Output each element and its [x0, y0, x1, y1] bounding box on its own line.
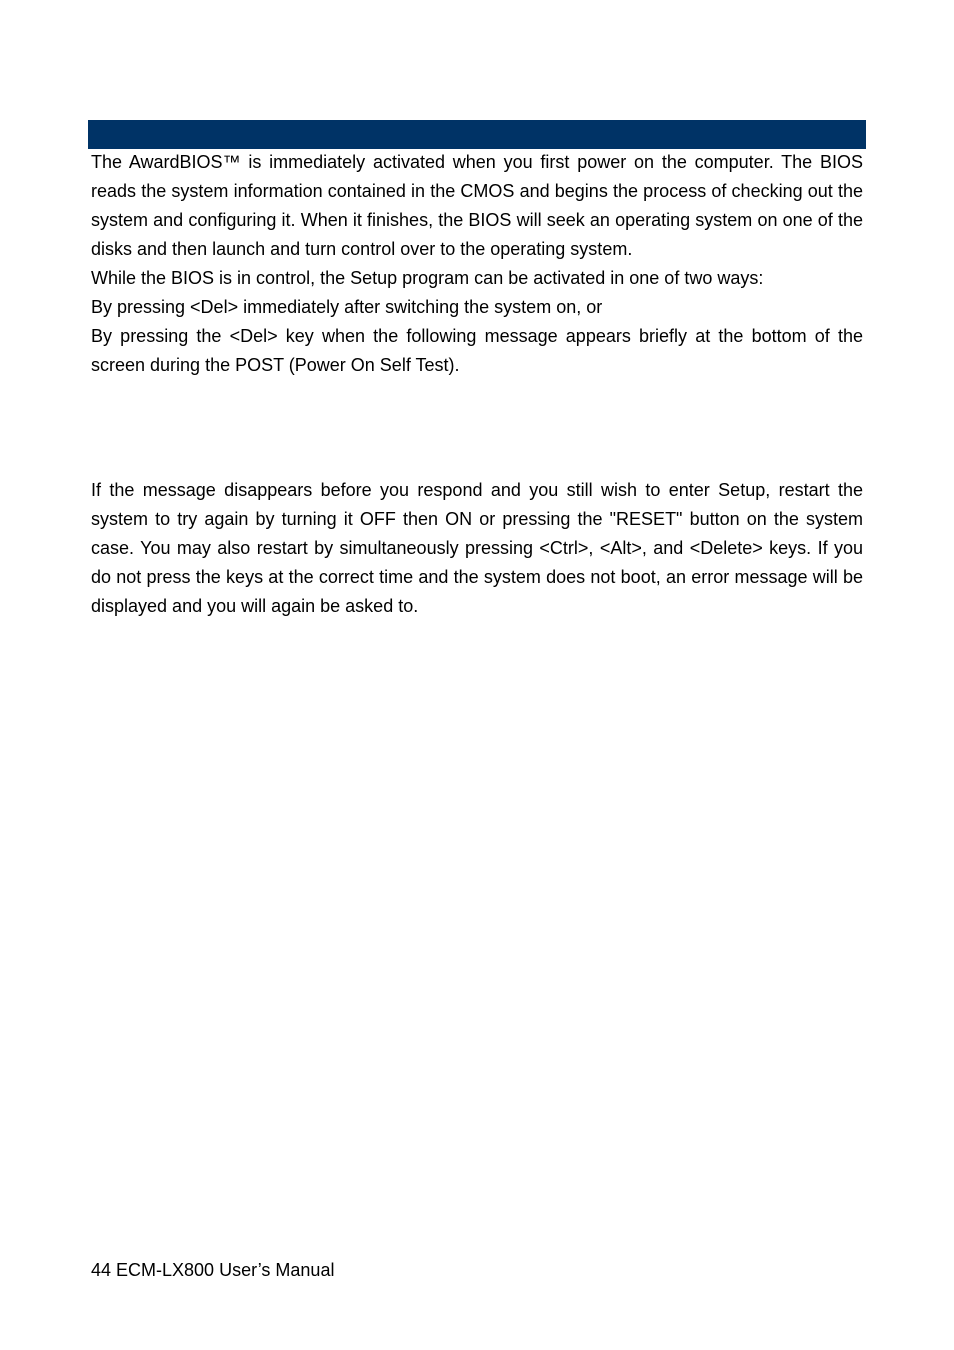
document-body	[91, 148, 863, 621]
setup-activation-paragraph: While the BIOS is in control, the Setup program can be activated in one of two ways:	[91, 268, 764, 288]
intro-paragraph: The AwardBIOS™ is immediately activated when you first power on the computer. The BIOS reads the system information contained in the CMOS and begins the process of checking out the system and configuring it. When it finishes, the BIOS will seek an operating system on one of the disks and then launch and turn control over to the operating system.	[91, 152, 863, 259]
setup-method-2: By pressing the <Del> key when the following message appears briefly at the bottom of the screen during the POST (Power On Self Test).	[91, 326, 863, 375]
section-header-bar	[88, 120, 866, 149]
setup-method-1: By pressing <Del> immediately after switching the system on, or	[91, 297, 603, 317]
restart-paragraph: If the message disappears before you respond and you still wish to enter Setup, restart the system to try again by turning it OFF then ON or pressing the "RESET" button on the system case. You may also restart by simultaneously pressing <Ctrl>, <Alt>, and <Delete> keys. If you do not press the keys at the correct time and the system does not boot, an error message will be displayed and you will again be asked to.	[91, 480, 863, 616]
spacer	[91, 380, 863, 476]
page-footer: 44 ECM-LX800 User’s Manual	[91, 1260, 335, 1280]
